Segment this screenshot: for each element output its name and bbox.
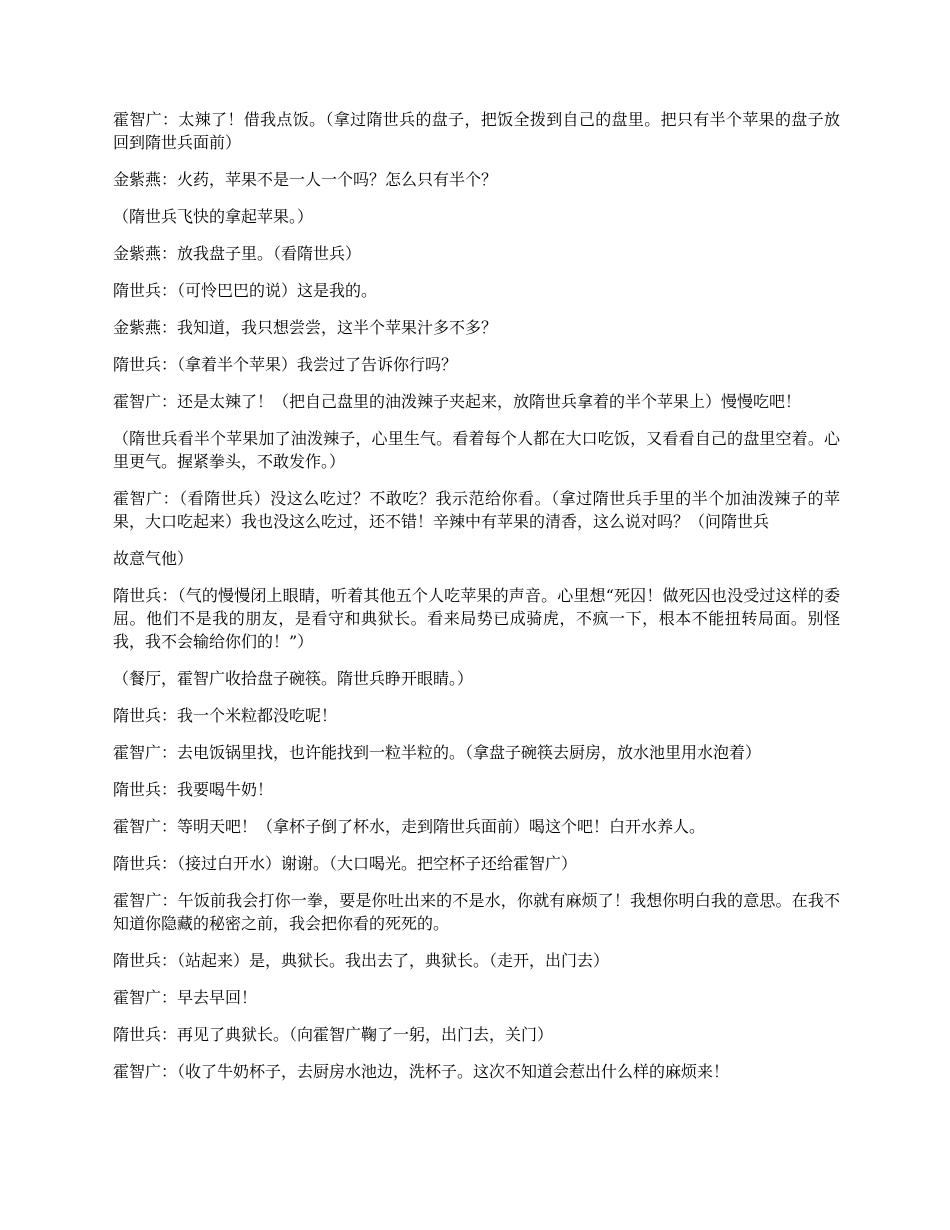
paragraph-17: 霍智广：等明天吧！（拿杯子倒了杯水，走到隋世兵面前）喝这个吧！白开水养人。: [113, 817, 706, 836]
paragraph-8: 霍智广：还是太辣了！（把自己盘里的油泼辣子夹起来，放隋世兵拿着的半个苹果上）慢慢吃吧！: [113, 392, 802, 411]
paragraph-19: 霍智广：午饭前我会打你一拳，要是你吐出来的不是水，你就有麻烦了！我想你明白我的意思。在我不知道你隐藏的秘密之前，我会把你看的死死的。: [113, 891, 840, 933]
paragraph-2: 金紫燕：火药，苹果不是一人一个吗？怎么只有半个？: [113, 170, 498, 189]
paragraph-18: 隋世兵：（接过白开水）谢谢。（大口喝光。把空杯子还给霍智广）: [113, 854, 578, 873]
paragraph-15: 霍智广：去电饭锅里找，也许能找到一粒半粒的。（拿盘子碗筷去厨房，放水池里用水泡着）: [113, 743, 762, 762]
paragraph-16: 隋世兵：我要喝牛奶！: [113, 780, 274, 799]
paragraph-11: 故意气他）: [113, 549, 194, 568]
paragraph-23: 霍智广：（收了牛奶杯子，去厨房水池边，洗杯子。这次不知道会惹出什么样的麻烦来！: [113, 1062, 730, 1081]
paragraph-3: （隋世兵飞快的拿起苹果。）: [113, 207, 314, 226]
paragraph-4: 金紫燕：放我盘子里。（看隋世兵）: [113, 244, 362, 263]
paragraph-1: 霍智广：太辣了！借我点饭。（拿过隋世兵的盘子，把饭全拨到自己的盘里。把只有半个苹果的盘子放回到隋世兵面前）: [113, 110, 840, 152]
paragraph-20: 隋世兵：（站起来）是，典狱长。我出去了，典狱长。（走开，出门去）: [113, 951, 610, 970]
paragraph-22: 隋世兵：再见了典狱长。（向霍智广鞠了一躬，出门去，关门）: [113, 1025, 554, 1044]
paragraph-7: 隋世兵：（拿着半个苹果）我尝过了告诉你行吗？: [113, 355, 458, 374]
paragraph-12: 隋世兵：（气的慢慢闭上眼睛，听着其他五个人吃苹果的声音。心里想“死囚！做死囚也没受过这样的委屈。他们不是我的朋友，是看守和典狱长。看来局势已成骑虎，不疯一下，根本不能扭转局面。别怪我，我不会输给你们的！”）: [113, 586, 840, 651]
paragraph-21: 霍智广：早去早回！: [113, 988, 258, 1007]
paragraph-5: 隋世兵：（可怜巴巴的说）这是我的。: [113, 281, 378, 300]
paragraph-10: 霍智广：（看隋世兵）没这么吃过？不敢吃？我示范给你看。（拿过隋世兵手里的半个加油泼辣子的苹果，大口吃起来）我也没这么吃过，还不错！辛辣中有苹果的清香，这么说对吗？（问隋世兵: [113, 489, 840, 531]
paragraph-14: 隋世兵：我一个米粒都没吃呢！: [113, 706, 338, 725]
paragraph-6: 金紫燕：我知道，我只想尝尝，这半个苹果汁多不多？: [113, 318, 498, 337]
paragraph-9: （隋世兵看半个苹果加了油泼辣子，心里生气。看着每个人都在大口吃饭，又看看自己的盘里空着。心里更气。握紧拳头，不敢发作。）: [113, 429, 840, 471]
paragraph-13: （餐厅，霍智广收拾盘子碗筷。隋世兵睁开眼睛。）: [113, 669, 474, 688]
